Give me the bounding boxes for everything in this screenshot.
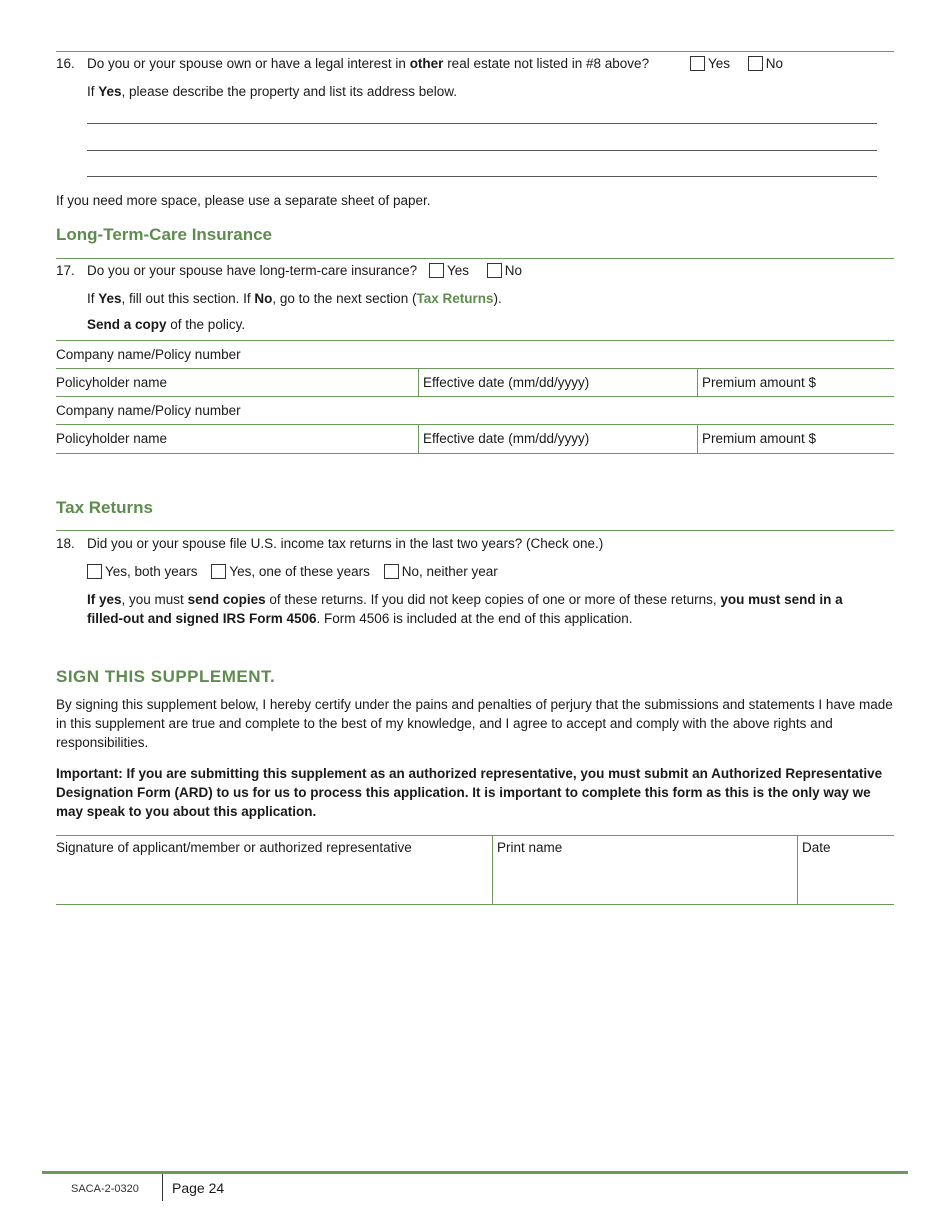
q17-instr-yes: Yes — [98, 291, 122, 306]
ltc-table-rule-4 — [56, 424, 894, 425]
company-field-2[interactable]: Company name/Policy number — [56, 403, 241, 418]
sign-divider-2 — [797, 835, 798, 904]
q18-p-b3: you must send in a filled-out and signed IRS Form 4506 — [87, 592, 843, 626]
q17-instr-4: ). — [493, 291, 502, 306]
q16-instruction — [87, 84, 457, 99]
ltc-divider-2b — [697, 424, 698, 453]
ltc-table-rule-3 — [56, 396, 894, 397]
q17-yes-label: Yes — [446, 263, 469, 278]
q16-answer-line-3[interactable] — [87, 176, 877, 177]
q17-send-rest: of the policy. — [166, 317, 246, 332]
q16-instr-b: , please describe the property and list its address below. — [121, 84, 457, 99]
important-paragraph: Important: If you are submitting this supplement as an authorized representative, you must submit an Authorized Representative Designation Form (ARD) to us for us to process this application. It is important to complete this form as this is the only way we may speak to you about this application. — [56, 766, 883, 819]
q16-top-rule — [56, 51, 894, 52]
ltc-divider-1b — [697, 368, 698, 396]
premium-field-2[interactable]: Premium amount $ — [702, 431, 817, 446]
q17-instr-3: , go to the next section ( — [272, 291, 417, 306]
q16-question — [87, 56, 649, 71]
q18-both-label: Yes, both years — [105, 564, 198, 579]
ltc-table-rule-5 — [56, 453, 894, 454]
q16-no-label: No — [765, 56, 784, 71]
q18-number: 18. — [56, 536, 75, 551]
print-name-field[interactable]: Print name — [497, 840, 563, 855]
q17-send-copy — [87, 317, 245, 332]
q18-p-t1: , you must — [121, 592, 188, 607]
q17-instruction — [87, 291, 502, 306]
form-code: SACA-2-0320 — [71, 1183, 139, 1195]
ltc-top-rule — [56, 258, 894, 259]
q16-yes-checkbox[interactable] — [690, 56, 705, 71]
premium-field-1[interactable]: Premium amount $ — [702, 375, 817, 390]
q18-p-b1: If yes — [87, 592, 122, 607]
tax-returns-link[interactable]: Tax Returns — [416, 291, 494, 306]
q18-neither-label: No, neither year — [401, 564, 498, 579]
policyholder-field-2[interactable]: Policyholder name — [56, 431, 168, 446]
q18-both-checkbox[interactable] — [87, 564, 102, 579]
company-field-1[interactable]: Company name/Policy number — [56, 347, 241, 362]
effective-date-field-1[interactable]: Effective date (mm/dd/yyyy) — [423, 375, 590, 390]
q18-p-t3: . Form 4506 is included at the end of this application. — [316, 611, 633, 626]
q17-no-checkbox[interactable] — [487, 263, 502, 278]
sign-table-bottom-rule — [56, 904, 894, 905]
q16-text-b: real estate not listed in #8 above? — [443, 56, 650, 71]
q17-instr-1: If — [87, 291, 99, 306]
sign-divider-1 — [492, 835, 493, 904]
q17-yes-checkbox[interactable] — [429, 263, 444, 278]
more-space-note: If you need more space, please use a separate sheet of paper. — [56, 193, 431, 208]
policyholder-field-1[interactable]: Policyholder name — [56, 375, 168, 390]
q16-options — [690, 56, 783, 71]
q17-question — [87, 263, 522, 278]
ltc-table-rule-1 — [56, 340, 894, 341]
q16-no-checkbox[interactable] — [748, 56, 763, 71]
footer-divider — [162, 1174, 163, 1201]
sign-heading: SIGN THIS SUPPLEMENT. — [56, 667, 276, 686]
q18-one-checkbox[interactable] — [211, 564, 226, 579]
effective-date-field-2[interactable]: Effective date (mm/dd/yyyy) — [423, 431, 590, 446]
q18-instruction — [87, 590, 882, 628]
q16-answer-line-1[interactable] — [87, 123, 877, 124]
page-number: Page 24 — [172, 1180, 225, 1196]
signature-field[interactable]: Signature of applicant/member or authorized representative — [56, 840, 412, 855]
date-field[interactable]: Date — [802, 840, 831, 855]
q17-instr-no: No — [254, 291, 273, 306]
q17-question-text: Do you or your spouse have long-term-care insurance? — [87, 263, 418, 278]
q16-text-bold: other — [409, 56, 444, 71]
q17-instr-2: , fill out this section. If — [121, 291, 255, 306]
q16-instr-a: If — [87, 84, 99, 99]
certify-paragraph: By signing this supplement below, I hereby certify under the pains and penalties of perjury that the submissions and statements I have made in this supplement are true and complete to the best of my knowledge, and I agree to accept and comply with the above rights and responsibilities. — [56, 697, 893, 750]
q17-no-label: No — [504, 263, 522, 278]
q18-one-label: Yes, one of these years — [229, 564, 370, 579]
q18-options — [87, 564, 498, 579]
q18-p-t2: of these returns. If you did not keep copies of one or more of these returns, — [265, 592, 721, 607]
q16-yes-label: Yes — [708, 56, 731, 71]
q18-neither-checkbox[interactable] — [384, 564, 399, 579]
footer-rule — [42, 1171, 908, 1174]
tax-top-rule — [56, 530, 894, 531]
q16-instr-bold: Yes — [98, 84, 122, 99]
q16-text-a: Do you or your spouse own or have a legal interest in — [87, 56, 410, 71]
ltc-divider-1a — [418, 368, 419, 396]
q17-send-bold: Send a copy — [87, 317, 167, 332]
tax-heading: Tax Returns — [56, 498, 153, 517]
q17-number: 17. — [56, 263, 75, 278]
q18-p-b2: send copies — [187, 592, 266, 607]
ltc-table-rule-2 — [56, 368, 894, 369]
sign-table-top-rule — [56, 835, 894, 836]
q16-answer-line-2[interactable] — [87, 150, 877, 151]
q18-question: Did you or your spouse file U.S. income tax returns in the last two years? (Check one.) — [87, 536, 604, 551]
ltc-divider-2a — [418, 424, 419, 453]
ltc-heading: Long-Term-Care Insurance — [56, 225, 273, 244]
q16-number: 16. — [56, 56, 75, 71]
